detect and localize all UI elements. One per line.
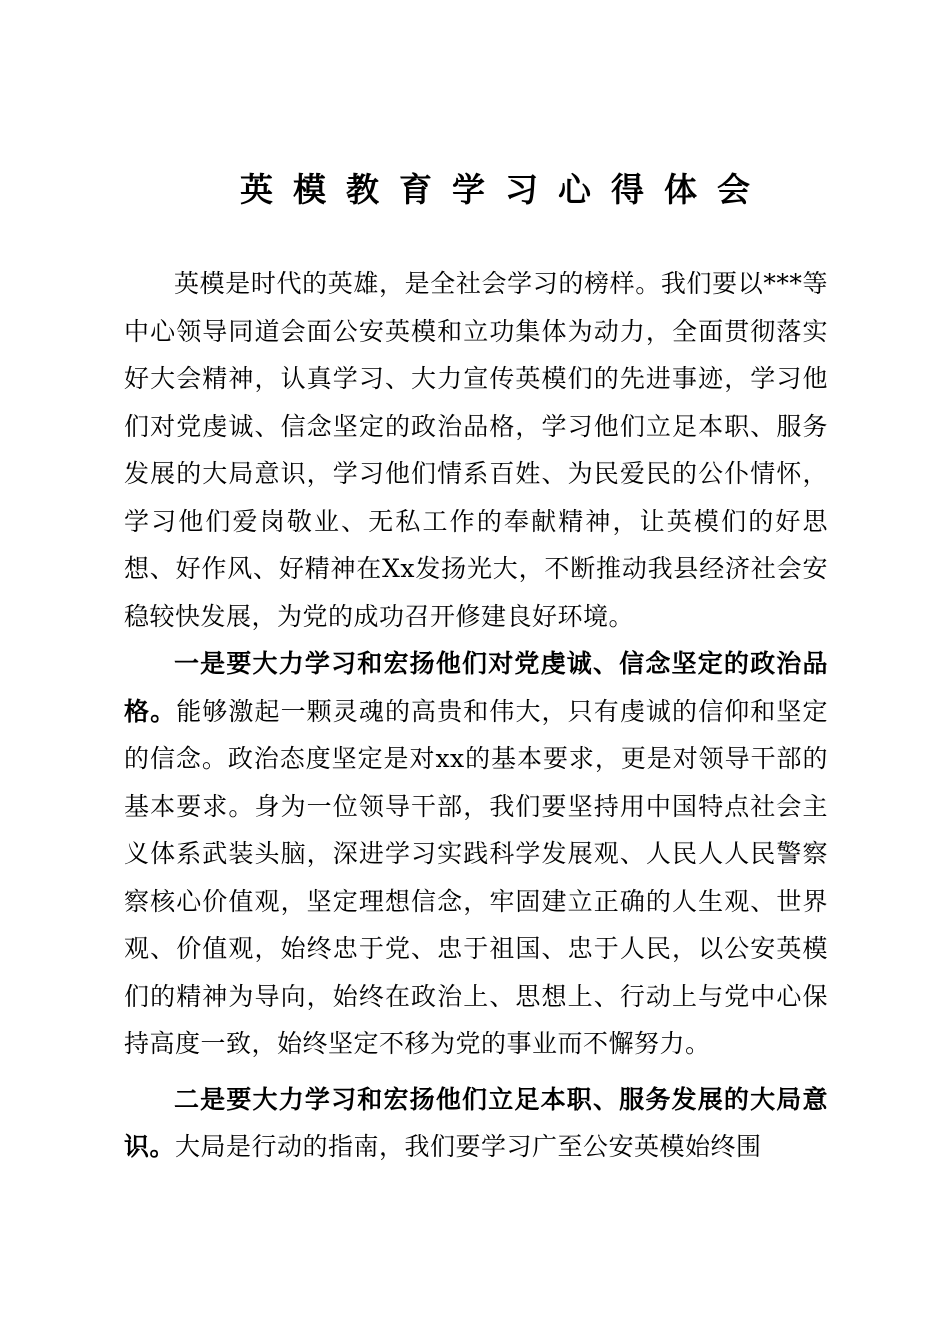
paragraph-lead: 二是要大力学习和宏扬他们立足本职、服务发展的大局意识。 (124, 1084, 828, 1161)
paragraph-lead: 一是要大力学习和宏扬他们对党虔诚、信念坚定的政治品格。 (124, 649, 828, 726)
document-title: 英模教育学习心得体会 (240, 170, 770, 209)
paragraph-point-one (124, 640, 828, 1068)
paragraph-point-two (124, 1076, 828, 1171)
document-body (124, 260, 828, 1171)
paragraph-text: 大局是行动的指南，我们要学习广至公安英模始终围 (175, 1132, 762, 1161)
paragraph-text: 能够激起一颗灵魂的高贵和伟大，只有虔诚的信仰和坚定的信念。政治态度坚定是对xx的基本要求，更是对领导干部的基本要求。身为一位领导干部，我们要坚持用中国特点社会主义体系武装头脑，深进学习实践科学发展观、人民人人民警察察核心价值观，坚定理想信念，牢固建立正确的人生观、世界观、价值观，始终忠于党、忠于祖国、忠于人民，以公安英模们的精神为导向，始终在政治上、思想上、行动上与党中心保持高度一致，始终坚定不移为党的事业而不懈努力。 (124, 696, 828, 1058)
paragraph-text: 英模是时代的英雄，是全社会学习的榜样。我们要以***等中心领导同道会面公安英模和立功集体为动力，全面贯彻落实好大会精神，认真学习、大力宣传英模们的先进事迹，学习他们对党虔诚、信念坚定的政治品格，学习他们立足本职、服务发展的大局意识，学习他们情系百姓、为民爱民的公仆情怀，学习他们爱岗敬业、无私工作的奉献精神，让英模们的好思想、好作风、好精神在Xx发扬光大，不断推动我县经济社会安稳较快发展，为党的成功召开修建良好环境。 (124, 269, 828, 631)
paragraph-intro (124, 260, 828, 640)
